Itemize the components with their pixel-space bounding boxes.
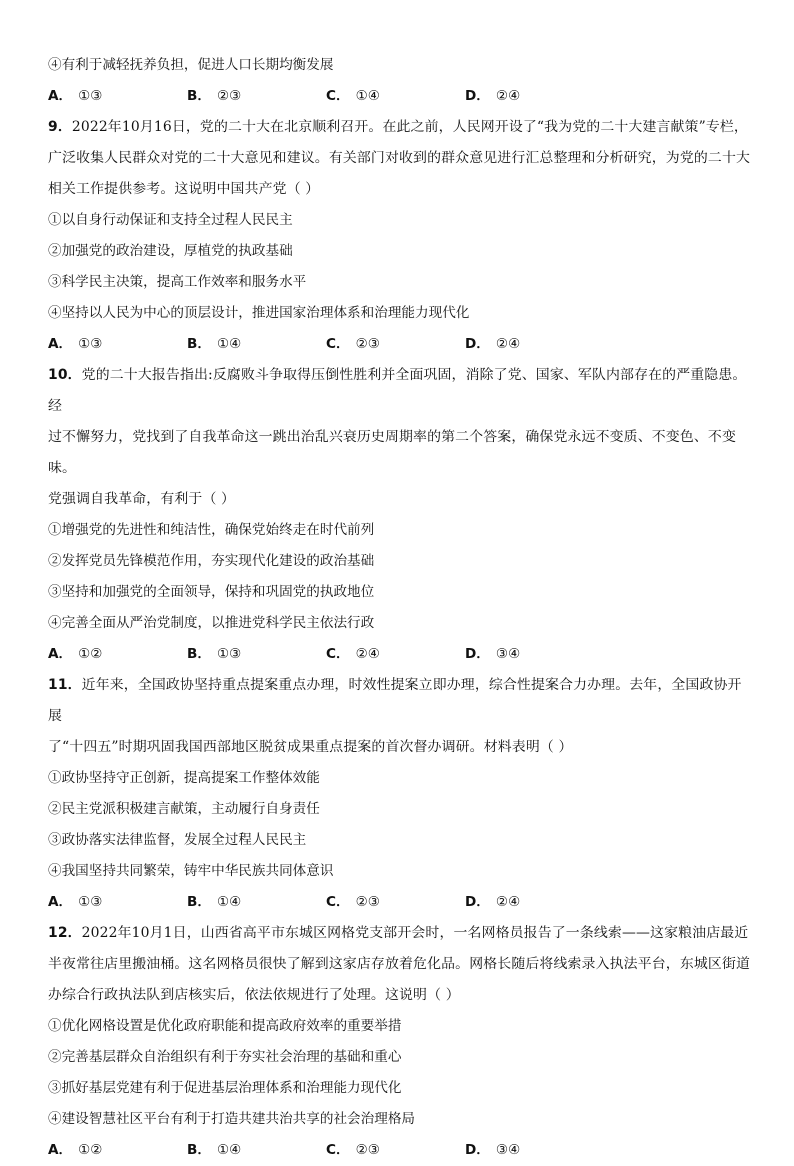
q12-option-d[interactable]: D． ③④ [465, 1142, 521, 1158]
q10-option-d[interactable]: D． ③④ [465, 646, 521, 662]
q12-statement-1: ①优化网格设置是优化政府职能和提高政府效率的重要举措 [48, 1018, 402, 1034]
q12-option-a[interactable]: A． ①② [48, 1142, 103, 1158]
q11-statement-1: ①政协坚持守正创新，提高提案工作整体效能 [48, 770, 320, 786]
q9-stem-line-2: 广泛收集人民群众对党的二十大意见和建议。有关部门对收到的群众意见进行汇总整理和分析研究，为党的二十大 [48, 150, 751, 166]
exam-page [48, 50, 752, 1166]
q12-option-c[interactable]: C． ②③ [326, 1142, 380, 1158]
q9-statement-1: ①以自身行动保证和支持全过程人民民主 [48, 212, 293, 228]
q10-statement-2: ②发挥党员先锋模范作用，夯实现代化建设的政治基础 [48, 553, 375, 569]
q10-statement-4: ④完善全面从严治党制度，以推进党科学民主依法行政 [48, 615, 375, 631]
q10-number: 10． [48, 367, 82, 383]
q10-option-c[interactable]: C． ②④ [326, 646, 380, 662]
q11-option-c[interactable]: C． ②③ [326, 894, 380, 910]
q12-statement-4: ④建设智慧社区平台有利于打造共建共治共享的社会治理格局 [48, 1111, 416, 1127]
q8-statement-4: ④有利于减轻抚养负担，促进人口长期均衡发展 [48, 57, 334, 73]
q9-stem-line-1: 9．2022年10月16日，党的二十大在北京顺利召开。在此之前，人民网开设了“我为党的二十大建言献策”专栏， [48, 119, 748, 135]
q12-number: 12． [48, 925, 82, 941]
q11-statement-3: ③政协落实法律监督，发展全过程人民民主 [48, 832, 307, 848]
q11-stem-line-2: 了“十四五”时期巩固我国西部地区脱贫成果重点提案的首次督办调研。材料表明（ ） [48, 739, 573, 755]
q9-stem [48, 112, 752, 205]
q11-number: 11． [48, 677, 82, 693]
q11-statement-2: ②民主党派积极建言献策，主动履行自身责任 [48, 801, 320, 817]
q12-statement-3: ③抓好基层党建有利于促进基层治理体系和治理能力现代化 [48, 1080, 402, 1096]
q12-option-b[interactable]: B． ①④ [187, 1142, 242, 1158]
q9-statement-3: ③科学民主决策，提高工作效率和服务水平 [48, 274, 307, 290]
q11-options [48, 887, 752, 918]
q11-statement-4: ④我国坚持共同繁荣，铸牢中华民族共同体意识 [48, 863, 334, 879]
q10-stem-line-3: 党强调自我革命，有利于（ ） [48, 491, 236, 507]
q11-stem [48, 670, 752, 763]
q12-stem-line-2: 半夜常往店里搬油桶。这名网格员很快了解到这家店存放着危化品。网格长随后将线索录入执法平台，东城区街道 [48, 956, 751, 972]
q9-statement-4: ④坚持以人民为中心的顶层设计，推进国家治理体系和治理能力现代化 [48, 305, 470, 321]
q11-option-b[interactable]: B． ①④ [187, 894, 242, 910]
q12-statement-2: ②完善基层群众自治组织有利于夯实社会治理的基础和重心 [48, 1049, 402, 1065]
q8-option-d[interactable]: D． ②④ [465, 88, 521, 104]
q10-stem [48, 360, 752, 515]
q8-options [48, 81, 752, 112]
q11-stem-line-1: 11．近年来，全国政协坚持重点提案重点办理，时效性提案立即办理，综合性提案合力办理。去年，全国政协开展 [48, 677, 742, 724]
q11-option-d[interactable]: D． ②④ [465, 894, 521, 910]
q10-option-b[interactable]: B． ①③ [187, 646, 242, 662]
q9-option-b[interactable]: B． ①④ [187, 336, 242, 352]
q9-option-d[interactable]: D． ②④ [465, 336, 521, 352]
q9-options [48, 329, 752, 360]
q11-option-a[interactable]: A． ①③ [48, 894, 103, 910]
q8-option-a[interactable]: A． ①③ [48, 88, 103, 104]
q12-stem [48, 918, 752, 1011]
q10-statement-1: ①增强党的先进性和纯洁性，确保党始终走在时代前列 [48, 522, 375, 538]
q9-stem-line-3: 相关工作提供参考。这说明中国共产党（ ） [48, 181, 320, 197]
q9-option-a[interactable]: A． ①③ [48, 336, 103, 352]
q12-stem-line-1: 12．2022年10月1日，山西省高平市东城区网格党支部开会时，一名网格员报告了一条线索——这家粮油店最近 [48, 925, 749, 941]
q10-options [48, 639, 752, 670]
q9-number: 9． [48, 119, 72, 135]
q10-option-a[interactable]: A． ①② [48, 646, 103, 662]
q8-option-c[interactable]: C． ①④ [326, 88, 380, 104]
q12-stem-line-3: 办综合行政执法队到店核实后，依法依规进行了处理。这说明（ ） [48, 987, 460, 1003]
q9-option-c[interactable]: C． ②③ [326, 336, 380, 352]
q8-option-b[interactable]: B． ②③ [187, 88, 242, 104]
q10-statement-3: ③坚持和加强党的全面领导，保持和巩固党的执政地位 [48, 584, 375, 600]
q10-stem-line-2: 过不懈努力，党找到了自我革命这一跳出治乱兴衰历史周期率的第二个答案，确保党永远不变质、不变色、不变味。 [48, 429, 736, 476]
q9-statement-2: ②加强党的政治建设，厚植党的执政基础 [48, 243, 293, 259]
q12-options [48, 1135, 752, 1166]
q10-stem-line-1: 10．党的二十大报告指出:反腐败斗争取得压倒性胜利并全面巩固，消除了党、国家、军队内部存在的严重隐患。经 [48, 367, 747, 414]
